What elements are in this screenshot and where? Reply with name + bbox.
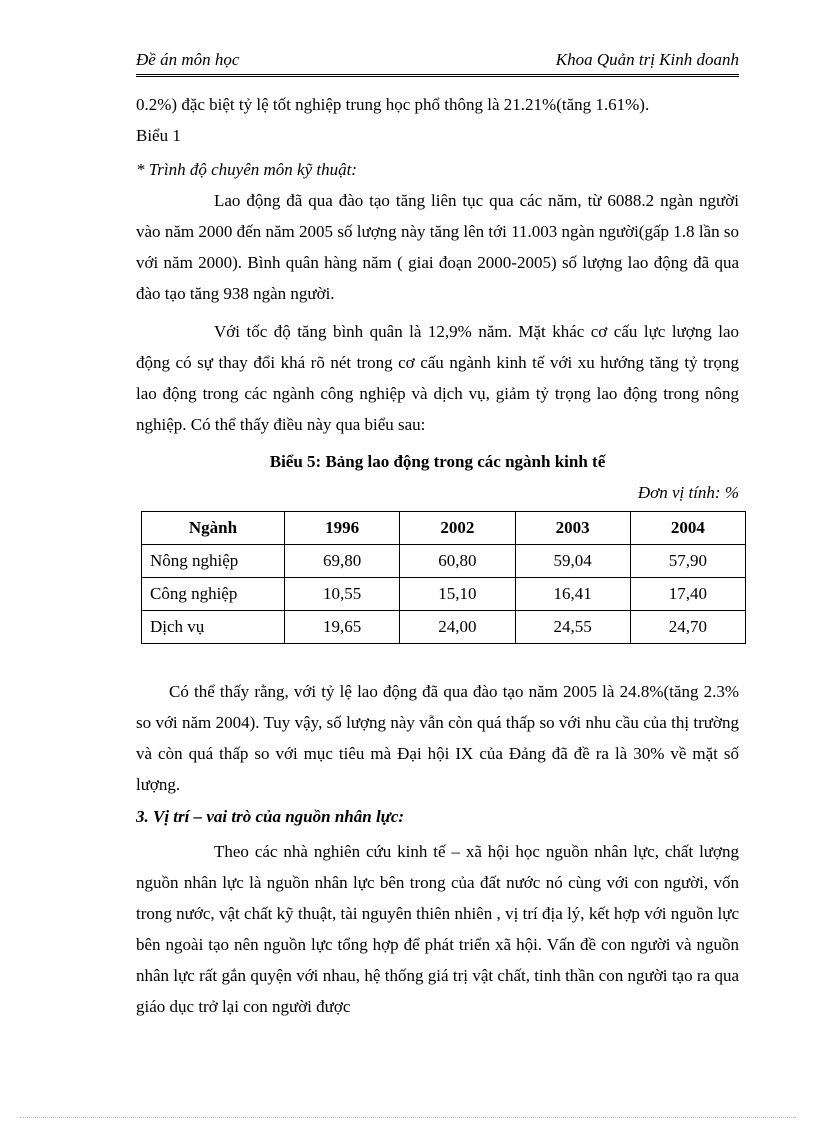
table-cell: 24,70 <box>630 611 745 644</box>
table-row <box>142 611 746 644</box>
table-cell-sector: Nông nghiệp <box>142 545 285 578</box>
paragraph-trained-labor: Lao động đã qua đào tạo tăng liên tục qua các năm, từ 6088.2 ngàn người vào năm 2000 đến năm 2005 số lượng này tăng lên tới 11.003 ngàn người(gấp 1.8 lần so với năm 2000). Bình quân hàng năm ( giai đoạn 2000-2005) số lượng lao động đã qua đào tạo tăng 938 ngàn người. <box>136 191 739 303</box>
table-cell: 60,80 <box>400 545 515 578</box>
table-row <box>142 545 746 578</box>
page-header <box>136 50 739 77</box>
table-cell: 19,65 <box>285 611 400 644</box>
table-header-cell: Ngành <box>142 512 285 545</box>
paragraph-reference: Biểu 1 <box>136 126 181 145</box>
table-unit: Đơn vị tính: % <box>637 483 739 502</box>
table-cell: 69,80 <box>285 545 400 578</box>
labor-structure-table <box>141 511 746 644</box>
table-header-cell: 2002 <box>400 512 515 545</box>
table-header-cell: 1996 <box>285 512 400 545</box>
section-heading: 3. Vị trí – vai trò của nguồn nhân lực: <box>136 807 405 826</box>
paragraph-human-resources-role: Theo các nhà nghiên cứu kinh tế – xã hội học nguồn nhân lực, chất lượng nguồn nhân lực là nguồn nhân lực bên trong của đất nước nó cùng với con người, vốn trong nước, vật chất kỹ thuật, tài nguyên thiên nhiên , vị trí địa lý, kết hợp với nguồn lực bên ngoài tạo nên nguồn lực tổng hợp để phát triển xã hội. Vấn đề con người và nguồn nhân lực rất gắn quyện với nhau, hệ thống giá trị vật chất, tinh thần con người tạo ra qua giáo dục trở lại con người được <box>136 842 739 1016</box>
table-cell: 16,41 <box>515 578 630 611</box>
table-cell-sector: Dịch vụ <box>142 611 285 644</box>
table-cell: 59,04 <box>515 545 630 578</box>
paragraph-continuation: 0.2%) đặc biệt tỷ lệ tốt nghiệp trung học phổ thông là 21.21%(tăng 1.61%). <box>136 95 650 114</box>
table-header-cell: 2003 <box>515 512 630 545</box>
paragraph-training-rate: Có thể thấy rằng, với tỷ lệ lao động đã qua đào tạo năm 2005 là 24.8%(tăng 2.3% so với năm 2004). Tuy vậy, số lượng này vẫn còn quá thấp so với nhu cầu của thị trường và còn quá thấp so với mục tiêu mà Đại hội IX của Đảng đã đề ra là 30% về mặt số lượng. <box>136 682 739 794</box>
table-cell: 17,40 <box>630 578 745 611</box>
paragraph-growth-rate: Với tốc độ tăng bình quân là 12,9% năm. Mặt khác cơ cấu lực lượng lao động có sự thay đổi khá rõ nét trong cơ cấu ngành kinh tế với xu hướng tăng tỷ trọng lao động trong các ngành công nghiệp và dịch vụ, giảm tỷ trọng lao động trong nông nghiệp. Có thể thấy điều này qua biểu sau: <box>136 322 739 434</box>
table-row <box>142 578 746 611</box>
table-caption: Biểu 5: Bảng lao động trong các ngành kinh tế <box>269 452 606 471</box>
subheading-technical-qualification: * Trình độ chuyên môn kỹ thuật: <box>136 160 357 179</box>
header-faculty: Khoa Quản trị Kinh doanh <box>555 50 739 69</box>
table-cell: 24,55 <box>515 611 630 644</box>
table-cell: 24,00 <box>400 611 515 644</box>
table-header-row <box>142 512 746 545</box>
page-footer-divider <box>20 1117 796 1118</box>
table-header-cell: 2004 <box>630 512 745 545</box>
table-cell: 15,10 <box>400 578 515 611</box>
header-course-title: Đề án môn học <box>136 50 240 69</box>
table-cell-sector: Công nghiệp <box>142 578 285 611</box>
table-cell: 57,90 <box>630 545 745 578</box>
table-cell: 10,55 <box>285 578 400 611</box>
